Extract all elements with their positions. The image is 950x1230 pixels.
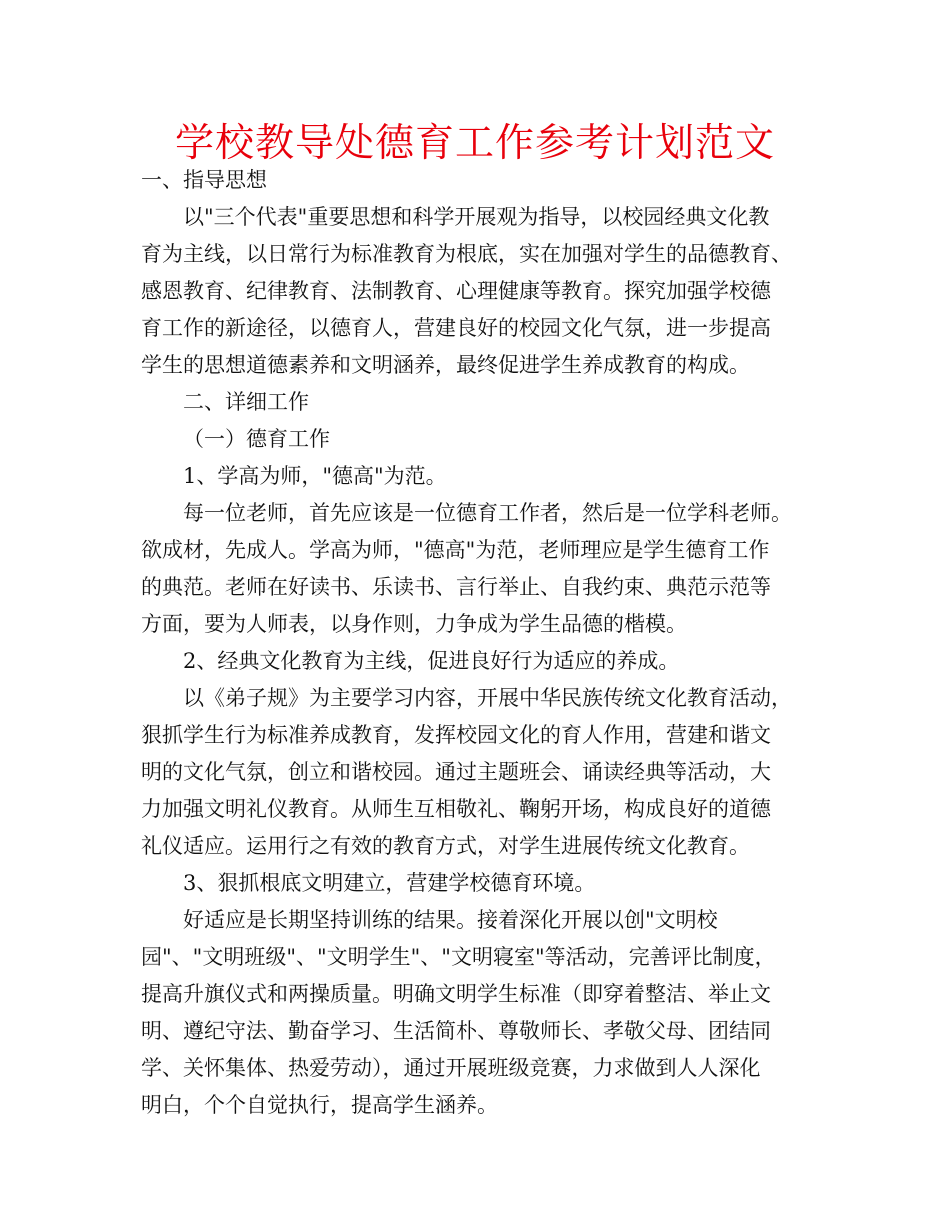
section-heading-guiding-ideology: 一、指导思想 bbox=[141, 168, 267, 192]
paragraph-line: 学、关怀集体、热爱劳动），通过开展班级竞赛，力求做到人人深化 bbox=[141, 1056, 761, 1080]
paragraph-line: 明的文化气氛，创立和谐校园。通过主题班会、诵读经典等活动，大 bbox=[141, 760, 771, 784]
paragraph-line: 提高升旗仪式和两操质量。明确文明学生标准（即穿着整洁、举止文 bbox=[141, 982, 771, 1006]
paragraph-line: 明、遵纪守法、勤奋学习、生活简朴、尊敬师长、孝敬父母、团结同 bbox=[141, 1019, 771, 1043]
document-body bbox=[141, 162, 841, 1124]
paragraph-line: 学生的思想道德素养和文明涵养，最终促进学生养成教育的构成。 bbox=[141, 353, 750, 377]
paragraph-line: 园"、"文明班级"、"文明学生"、"文明寝室"等活动，完善评比制度， bbox=[141, 945, 776, 969]
section-heading-detailed-work: 二、详细工作 bbox=[183, 390, 309, 414]
paragraph-line: 力加强文明礼仪教育。从师生互相敬礼、鞠躬开场，构成良好的道德 bbox=[141, 797, 771, 821]
paragraph-line: 育工作的新途径，以德育人，营建良好的校园文化气氛，进一步提高 bbox=[141, 316, 771, 340]
paragraph-line: 方面，要为人师表，以身作则，力争成为学生品德的楷模。 bbox=[141, 612, 687, 636]
paragraph-line: 感恩教育、纪律教育、法制教育、心理健康等教育。探究加强学校德 bbox=[141, 279, 771, 303]
paragraph-line: 好适应是长期坚持训练的结果。接着深化开展以创"文明校 bbox=[183, 908, 718, 932]
paragraph-line: 礼仪适应。运用行之有效的教育方式，对学生进展传统文化教育。 bbox=[141, 834, 750, 858]
item-heading-3: 3、狠抓根底文明建立，营建学校德育环境。 bbox=[183, 871, 596, 895]
item-heading-2: 2、经典文化教育为主线，促进良好行为适应的养成。 bbox=[183, 649, 680, 673]
paragraph-line: 每一位老师，首先应该是一位德育工作者，然后是一位学科老师。 bbox=[183, 501, 792, 525]
paragraph-line: 以"三个代表"重要思想和科学开展观为指导，以校园经典文化教 bbox=[183, 205, 770, 229]
paragraph-line: 欲成材，先成人。学高为师，"德高"为范，老师理应是学生德育工作 bbox=[141, 538, 770, 562]
paragraph-line: 的典范。老师在好读书、乐读书、言行举止、自我约束、典范示范等 bbox=[141, 575, 771, 599]
paragraph-line: 狠抓学生行为标准养成教育，发挥校园文化的育人作用，营建和谐文 bbox=[141, 723, 771, 747]
paragraph-line: 育为主线，以日常行为标准教育为根底，实在加强对学生的品德教育、 bbox=[141, 242, 792, 266]
item-heading-1: 1、学高为师，"德高"为范。 bbox=[183, 464, 447, 488]
paragraph-line: 明白，个个自觉执行，提高学生涵养。 bbox=[141, 1093, 498, 1117]
document-title: 学校教导处德育工作参考计划范文 bbox=[174, 121, 775, 166]
paragraph-line: 以《弟子规》为主要学习内容，开展中华民族传统文化教育活动， bbox=[183, 686, 792, 710]
subsection-heading-moral-work: （一）德育工作 bbox=[183, 427, 330, 451]
